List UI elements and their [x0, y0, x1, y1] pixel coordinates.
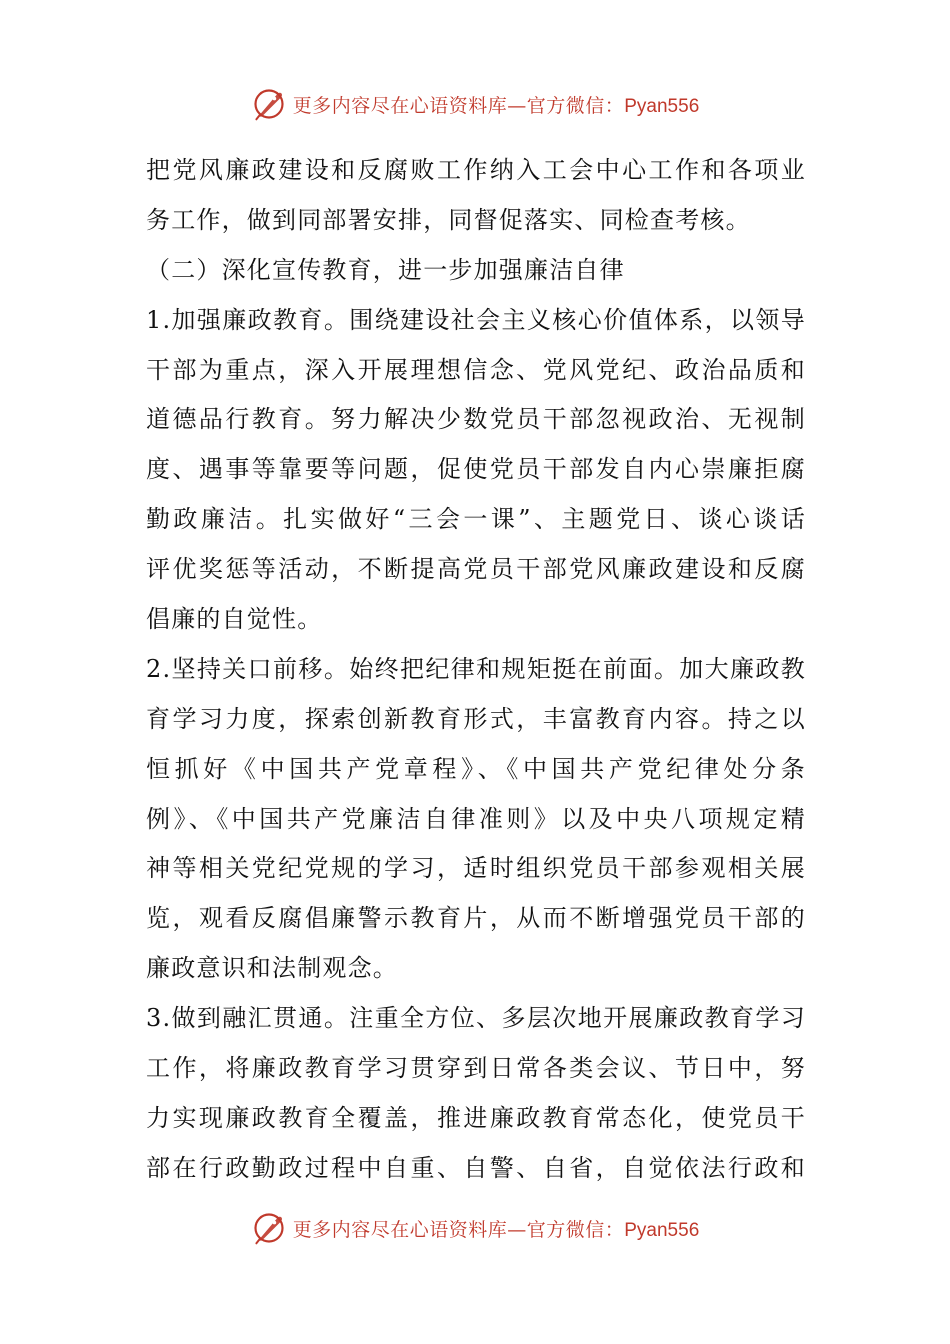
text-line: 恒抓好《中国共产党章程》、《中国共产党纪律处分条 [146, 754, 806, 783]
watermark-text: 更多内容尽在心语资料库—官方微信：Pyan556 [292, 1218, 700, 1241]
text-line: 1.加强廉政教育。围绕建设社会主义核心价值体系，以领导 [146, 305, 806, 334]
text-line: 干部为重点，深入开展理想信念、党风党纪、政治品质和 [146, 355, 806, 384]
text-line: 道德品行教育。努力解决少数党员干部忽视政治、无视制 [146, 405, 806, 434]
watermark-wechat-id: Pyan556 [624, 1219, 700, 1241]
text-line: 勤政廉洁。扎实做好“三会一课”、主题党日、谈心谈话 [146, 505, 806, 534]
text-line: 例》、《中国共产党廉洁自律准则》以及中央八项规定精 [146, 804, 806, 833]
text-line: 3.做到融汇贯通。注重全方位、多层次地开展廉政教育学习 [146, 1004, 806, 1033]
text-line: （二）深化宣传教育，进一步加强廉洁自律 [146, 255, 625, 284]
text-line: 神等相关党纪党规的学习，适时组织党员干部参观相关展 [146, 854, 806, 883]
text-line: 倡廉的自觉性。 [146, 605, 323, 634]
footer-watermark [0, 1206, 950, 1250]
text-line: 2.坚持关口前移。始终把纪律和规矩挺在前面。加大廉政教 [146, 654, 806, 683]
text-line: 育学习力度，探索创新教育形式，丰富教育内容。持之以 [146, 704, 806, 733]
document-body [146, 146, 806, 1194]
text-line: 度、遇事等靠要等问题，促使党员干部发自内心崇廉拒腐 [146, 455, 806, 484]
text-line: 廉政意识和法制观念。 [146, 954, 398, 983]
text-line: 工作，将廉政教育学习贯穿到日常各类会议、节日中，努 [146, 1054, 806, 1083]
header-watermark [0, 82, 950, 126]
text-line: 务工作，做到同部署安排，同督促落实、同检查考核。 [146, 205, 751, 234]
watermark-text: 更多内容尽在心语资料库—官方微信：Pyan556 [292, 94, 700, 117]
text-line: 力实现廉政教育全覆盖，推进廉政教育常态化，使党员干 [146, 1103, 806, 1132]
watermark-wechat-id: Pyan556 [624, 95, 700, 117]
text-line: 评优奖惩等活动，不断提高党员干部党风廉政建设和反腐 [146, 555, 806, 584]
quill-logo-icon [251, 1210, 287, 1246]
text-line: 部在行政勤政过程中自重、自警、自省，自觉依法行政和 [146, 1153, 806, 1182]
quill-logo-icon [251, 86, 287, 122]
text-line: 把党风廉政建设和反腐败工作纳入工会中心工作和各项业 [146, 156, 806, 184]
text-line: 览，观看反腐倡廉警示教育片，从而不断增强党员干部的 [146, 904, 806, 933]
